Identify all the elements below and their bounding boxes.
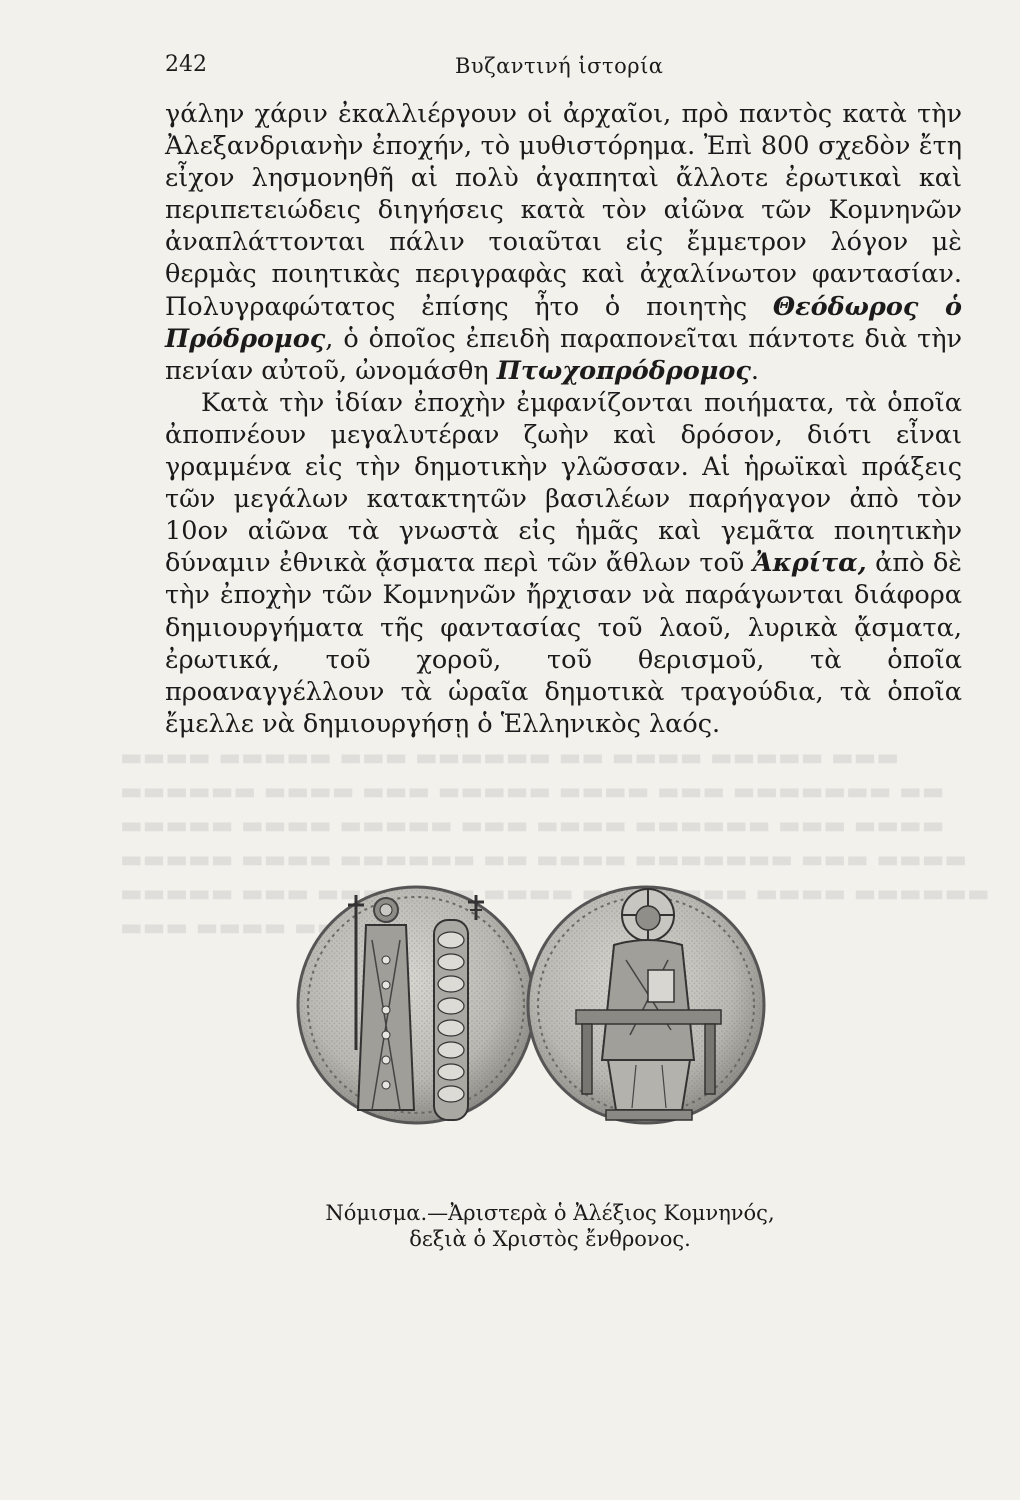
coin-obverse-alexios	[298, 887, 534, 1123]
name-ptochoprodromos: Πτωχοπρόδρομος	[496, 355, 751, 386]
paragraph-2-text-b: ἀπὸ δὲ τὴν ἐποχὴν τῶν Κομνηνῶν ἤρχισαν νὰ παράγωνται διάφορα δημιουργήματα τῆς φαντασίας τοῦ λαοῦ, λυρικὰ ᾄσματα, ἐρωτικά, τοῦ χοροῦ, τοῦ θερισμοῦ, τὰ ὁποῖα προαναγγέλλουν τὰ ὡραῖα δημοτικὰ τραγούδια, τὰ ὁποῖα ἔμελλε νὰ δημιουργήσῃ ὁ Ἑλληνικὸς λαός.	[165, 548, 962, 739]
paragraph-1-text-c: .	[750, 355, 760, 386]
figure-caption	[300, 1200, 800, 1252]
name-akritas: Ἀκρίτα,	[752, 548, 867, 579]
name-theodoros-prodromos: Θεόδωρος ὁ Πρόδρομος	[165, 291, 962, 354]
caption-line-2: δεξιὰ ὁ Χριστὸς ἔνθρονος.	[409, 1227, 691, 1251]
paragraph-2	[165, 387, 962, 740]
paragraph-1	[165, 98, 962, 387]
show-through-texture: ▬▬▬▬ ▬▬▬▬▬ ▬▬▬ ▬▬▬▬▬▬ ▬▬ ▬▬▬▬ ▬▬▬▬▬ ▬▬▬ ▬▬▬▬▬▬ ▬▬▬▬ ▬▬▬ ▬▬▬▬▬ ▬▬▬▬ ▬▬▬ ▬▬▬▬▬▬▬ ▬▬ ▬▬▬▬▬ ▬▬▬▬ ▬▬▬▬▬ ▬▬▬ ▬▬▬▬ ▬▬▬▬▬▬ ▬▬▬ ▬▬▬▬ ▬▬▬▬▬ ▬▬▬▬ ▬▬▬▬▬▬ ▬▬ ▬▬▬▬ ▬▬▬▬▬▬▬ ▬▬▬ ▬▬▬▬ ▬▬▬▬▬ ▬▬▬ ▬▬▬▬▬▬▬ ▬▬▬▬ ▬▬ ▬▬▬▬▬ ▬▬▬▬ ▬▬▬▬▬▬ ▬▬▬ ▬▬▬▬ ▬▬▬▬▬▬▬ ▬▬	[120, 743, 990, 941]
coin-reverse-christ	[528, 887, 764, 1123]
running-header	[165, 52, 965, 86]
body-text	[165, 98, 962, 740]
paragraph-1-text-b: , ὁ ὁποῖος ἐπειδὴ παραπονεῖται πάντοτε διὰ τὴν πενίαν αὐτοῦ, ὠνομάσθη	[165, 323, 962, 386]
running-title: Βυζαντινή ἱστορία	[455, 54, 664, 78]
coin-illustration	[296, 810, 766, 1205]
page-number: 242	[165, 52, 207, 77]
caption-line-1: Νόμισμα.—Ἀριστερὰ ὁ Ἀλέξιος Κομνηνός,	[325, 1201, 775, 1225]
paragraph-2-text-a: Κατὰ τὴν ἰδίαν ἐποχὴν ἐμφανίζονται ποιήματα, τὰ ὁποῖα ἀποπνέουν μεγαλυτέραν ζωὴν καὶ δρόσον, διότι εἶναι γραμμένα εἰς τὴν δημοτικὴν γλῶσσαν. Αἱ ἡρωϊκαὶ πράξεις τῶν μεγάλων κατακτητῶν βασιλέων παρήγαγον ἀπὸ τὸν 10ον αἰῶνα τὰ γνωστὰ εἰς ἡμᾶς καὶ γεμᾶτα ποιητικὴν δύναμιν ἐθνικὰ ᾄσματα περὶ τῶν ἄθλων τοῦ	[165, 387, 962, 579]
paragraph-1-text-a: γάλην χάριν ἐκαλλιέργουν οἱ ἀρχαῖοι, πρὸ παντὸς κατὰ τὴν Ἀλεξανδριανὴν ἐποχήν, τὸ μυθιστόρημα. Ἐπὶ 800 σχεδὸν ἔτη εἶχον λησμονηθῆ αἱ πολὺ ἀγαπηταὶ ἄλλοτε ἐρωτικαὶ καὶ περιπετειώδεις διηγήσεις κατὰ τὸν αἰῶνα τῶν Κομνηνῶν ἀναπλάττονται πάλιν τοιαῦται εἰς ἔμμετρον λόγον μὲ θερμὰς ποιητικὰς περιγραφὰς καὶ ἀχαλίνωτον φαντασίαν. Πολυγραφώτατος ἐπίσης ἦτο ὁ ποιητὴς	[165, 99, 962, 322]
